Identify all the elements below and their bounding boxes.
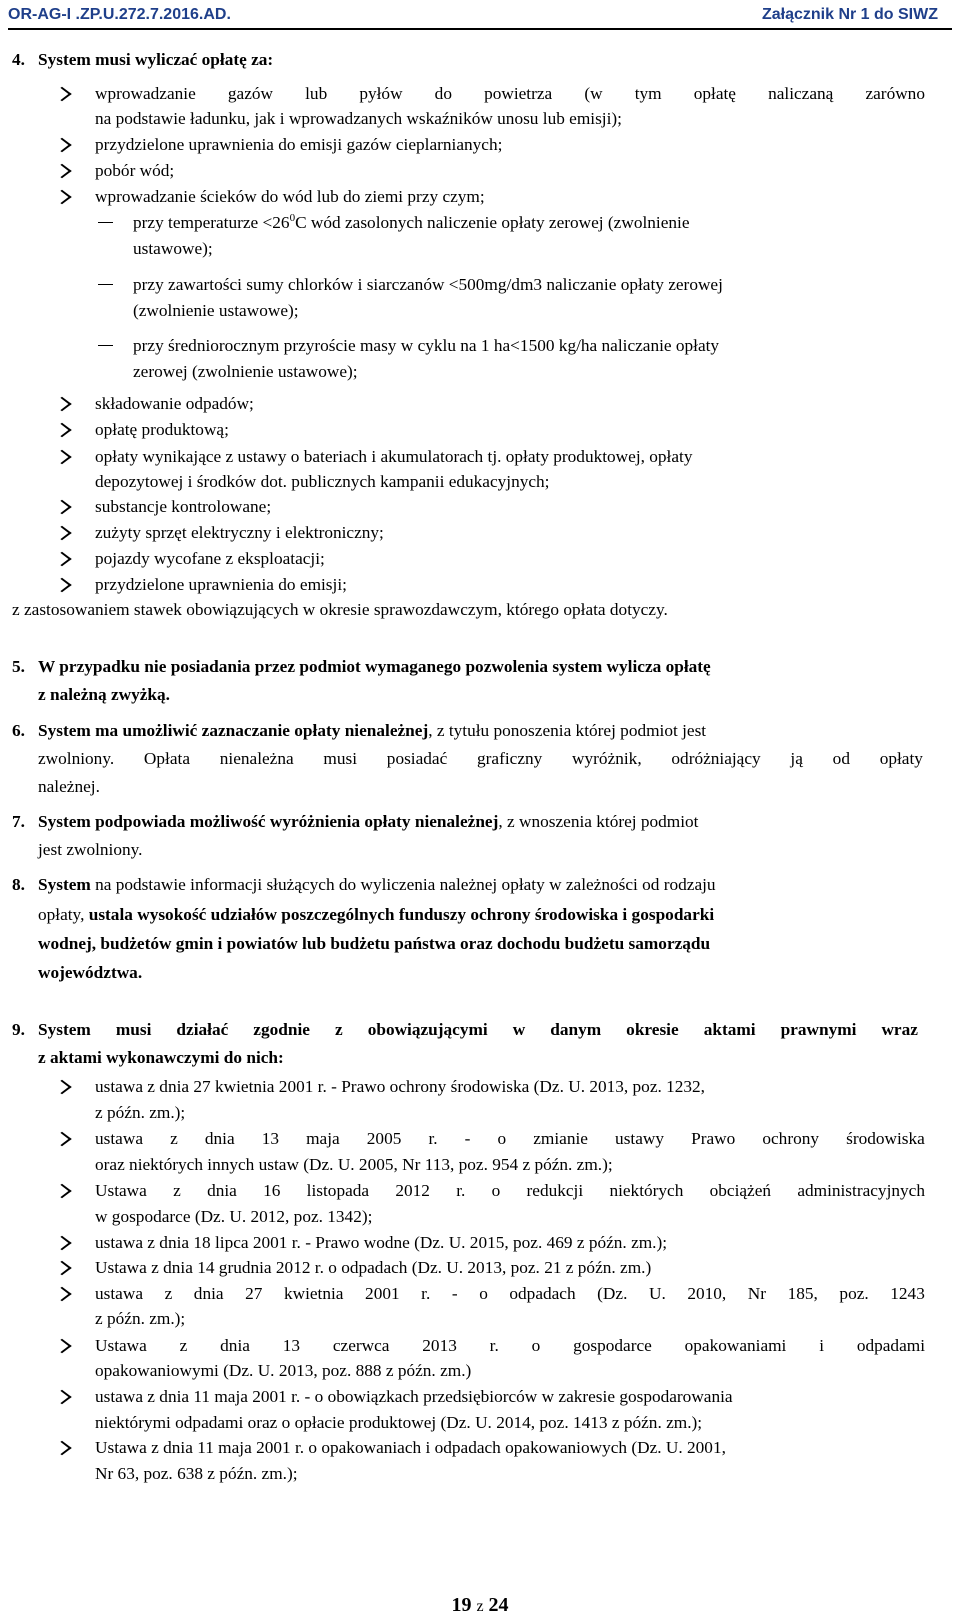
arrow-bullet-icon: [54, 546, 72, 572]
arrow-bullet-icon: [54, 132, 72, 158]
arrow-bullet-icon: [54, 444, 72, 470]
arrow-bullet-icon: [54, 1333, 72, 1359]
arrow-bullet-icon: [54, 391, 72, 417]
arrow-bullet-icon: [54, 572, 72, 598]
page-number: 19 z 24: [451, 1594, 509, 1616]
arrow-bullet-icon: [54, 1255, 72, 1281]
attachment-label: Załącznik Nr 1 do SIWZ: [761, 6, 938, 23]
arrow-bullet-icon: [54, 417, 72, 443]
page-header: [8, 6, 952, 30]
arrow-bullet-icon: [54, 1126, 72, 1152]
arrow-bullet-icon: [54, 81, 72, 107]
arrow-bullet-icon: [54, 520, 72, 546]
arrow-bullet-icon: [54, 1178, 72, 1204]
dash-bullet-icon: [98, 272, 114, 298]
arrow-bullet-icon: [54, 1074, 72, 1100]
document-reference: OR-AG-I .ZP.U.272.7.2016.AD.: [8, 6, 231, 23]
arrow-bullet-icon: [54, 1435, 72, 1461]
arrow-bullet-icon: [54, 1384, 72, 1410]
arrow-bullet-icon: [54, 1230, 72, 1256]
arrow-bullet-icon: [54, 494, 72, 520]
arrow-bullet-icon: [54, 1281, 72, 1307]
arrow-bullet-icon: [54, 184, 72, 210]
arrow-bullet-icon: [54, 158, 72, 184]
dash-bullet-icon: [98, 210, 114, 236]
dash-bullet-icon: [98, 333, 114, 359]
